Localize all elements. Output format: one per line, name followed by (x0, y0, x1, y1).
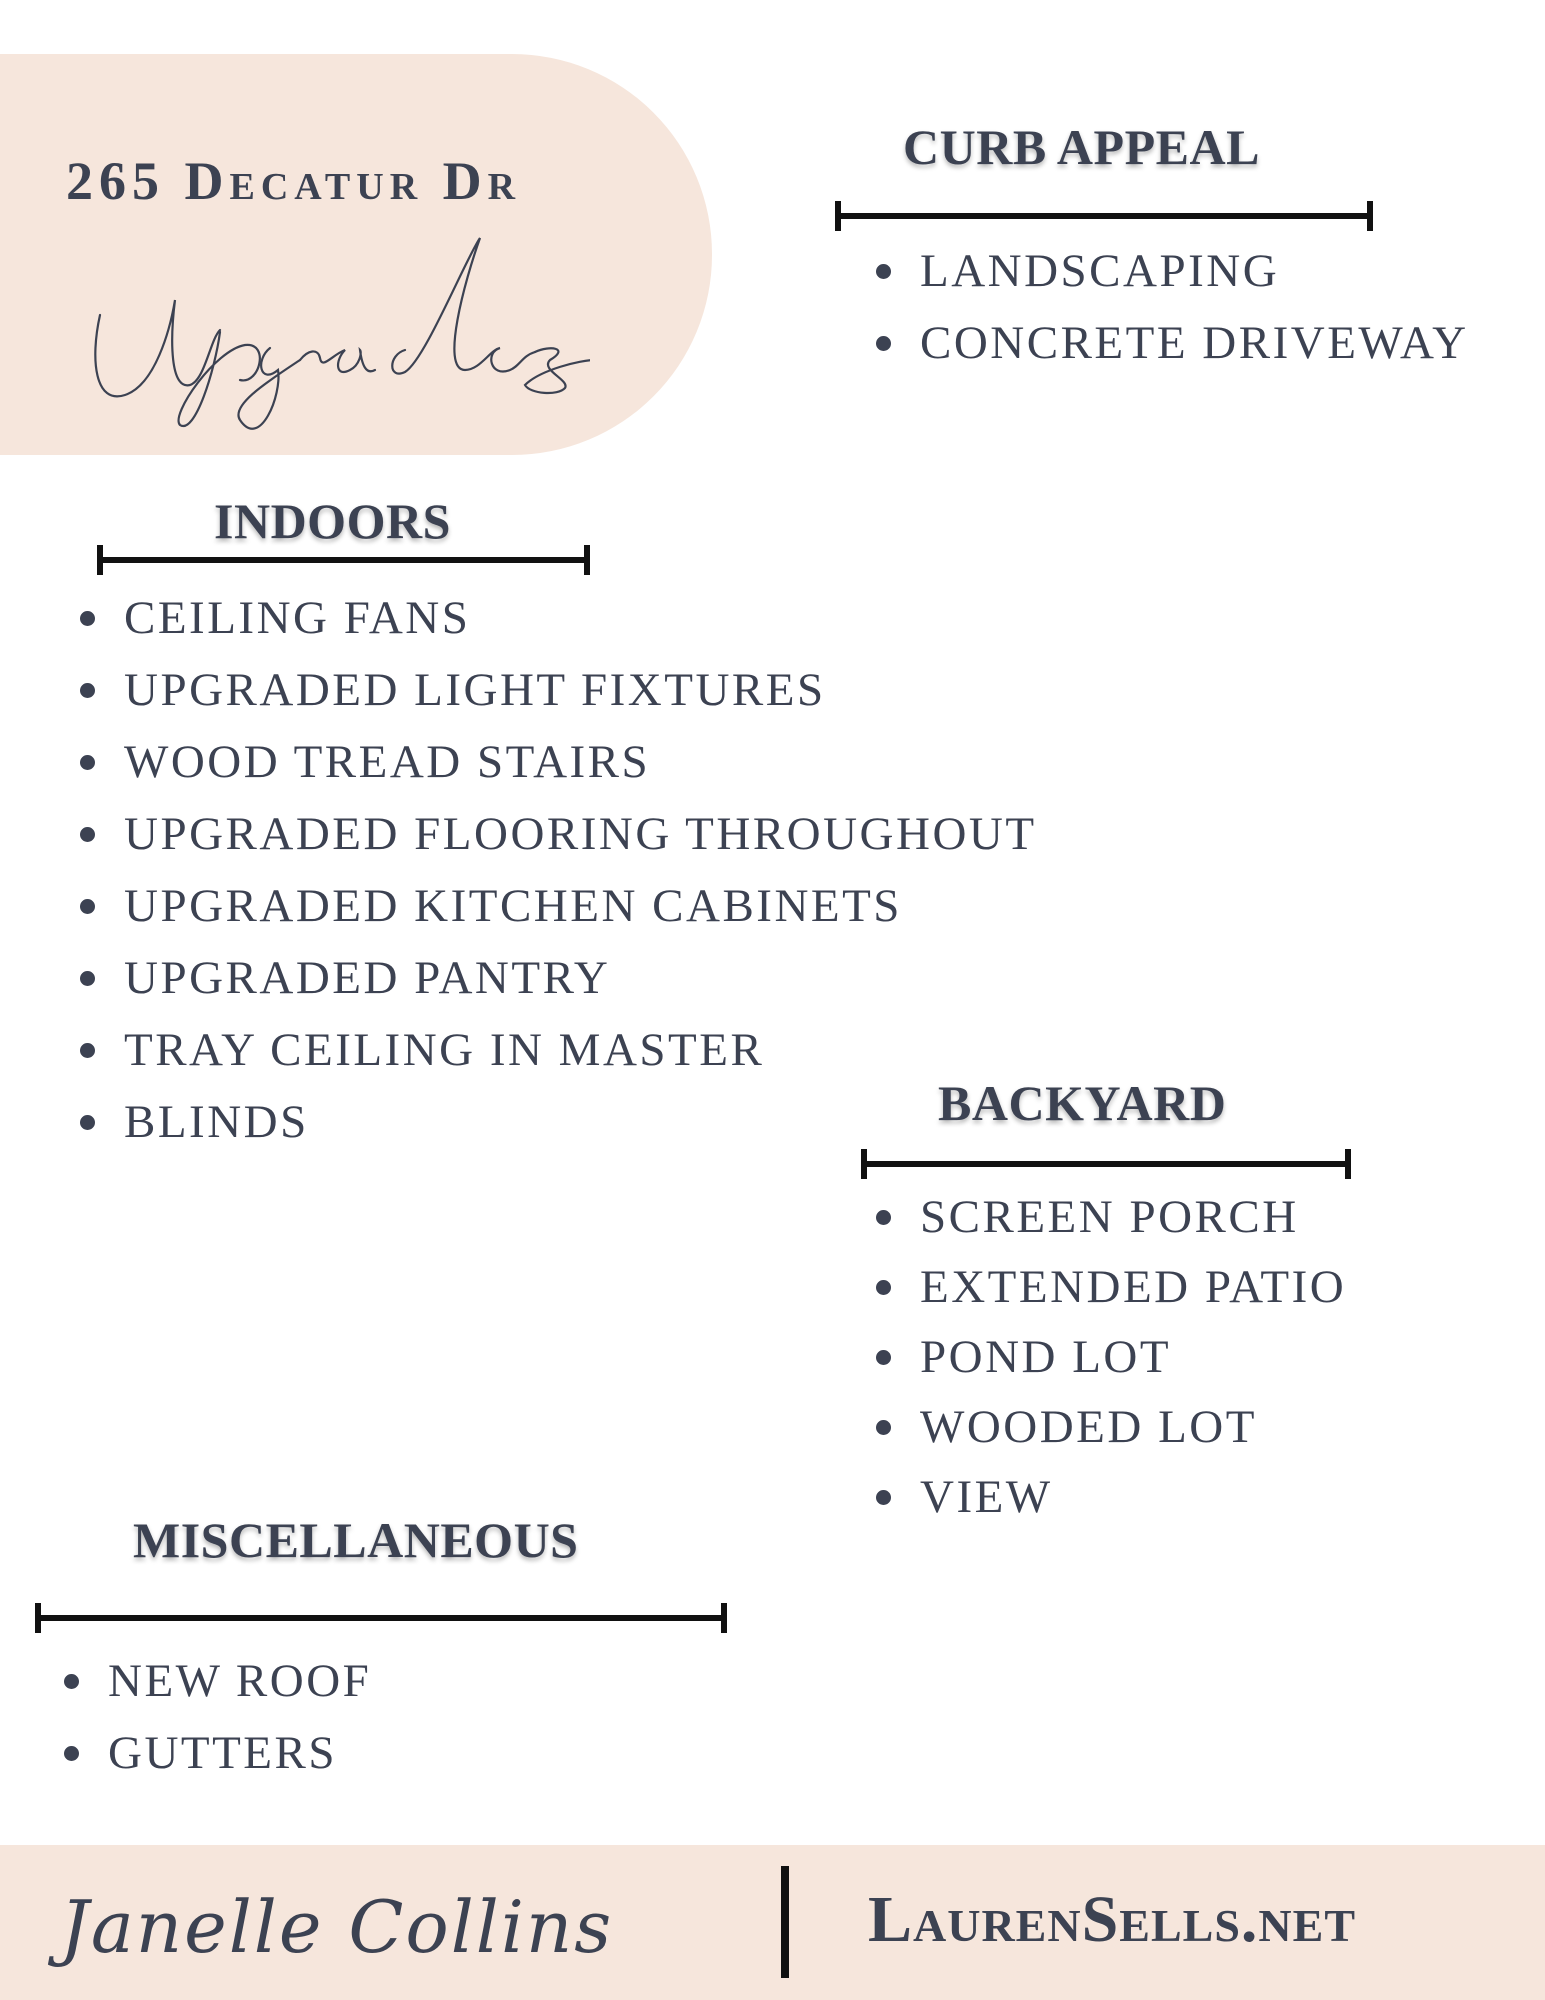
list-item: CONCRETE DRIVEWAY (874, 307, 1469, 379)
footer-divider (781, 1866, 789, 1978)
list-item: CEILING FANS (78, 582, 1037, 654)
backyard-rule (861, 1161, 1351, 1167)
list-item: POND LOT (874, 1322, 1346, 1392)
list-item: VIEW (874, 1462, 1346, 1532)
property-address: 265 Decatur Dr (66, 151, 522, 211)
list-item: TRAY CEILING IN MASTER (78, 1014, 1037, 1086)
curb-appeal-heading: CURB APPEAL (903, 119, 1260, 175)
list-item: NEW ROOF (62, 1645, 371, 1717)
curb-appeal-rule (835, 213, 1373, 219)
agent-signature (40, 1860, 700, 1990)
curb-appeal-list (874, 235, 1469, 379)
list-item: WOODED LOT (874, 1392, 1346, 1462)
miscellaneous-heading: MISCELLANEOUS (133, 1512, 579, 1568)
list-item: UPGRADED PANTRY (78, 942, 1037, 1014)
indoors-list (78, 582, 1037, 1158)
list-item: SCREEN PORCH (874, 1182, 1346, 1252)
website-link[interactable]: LaurenSells.net (868, 1883, 1356, 1956)
indoors-rule (97, 557, 590, 563)
miscellaneous-rule (35, 1615, 727, 1621)
list-item: LANDSCAPING (874, 235, 1469, 307)
list-item: WOOD TREAD STAIRS (78, 726, 1037, 798)
agent-signature-text: Janelle Collins (60, 1885, 614, 1969)
backyard-heading: BACKYARD (938, 1075, 1227, 1131)
backyard-list (874, 1182, 1346, 1532)
list-item: UPGRADED KITCHEN CABINETS (78, 870, 1037, 942)
list-item: UPGRADED LIGHT FIXTURES (78, 654, 1037, 726)
list-item: UPGRADED FLOORING THROUGHOUT (78, 798, 1037, 870)
miscellaneous-list (62, 1645, 371, 1789)
indoors-heading: INDOORS (214, 493, 451, 549)
list-item: BLINDS (78, 1086, 1037, 1158)
list-item: GUTTERS (62, 1717, 371, 1789)
list-item: EXTENDED PATIO (874, 1252, 1346, 1322)
upgrades-script-title (70, 220, 590, 440)
